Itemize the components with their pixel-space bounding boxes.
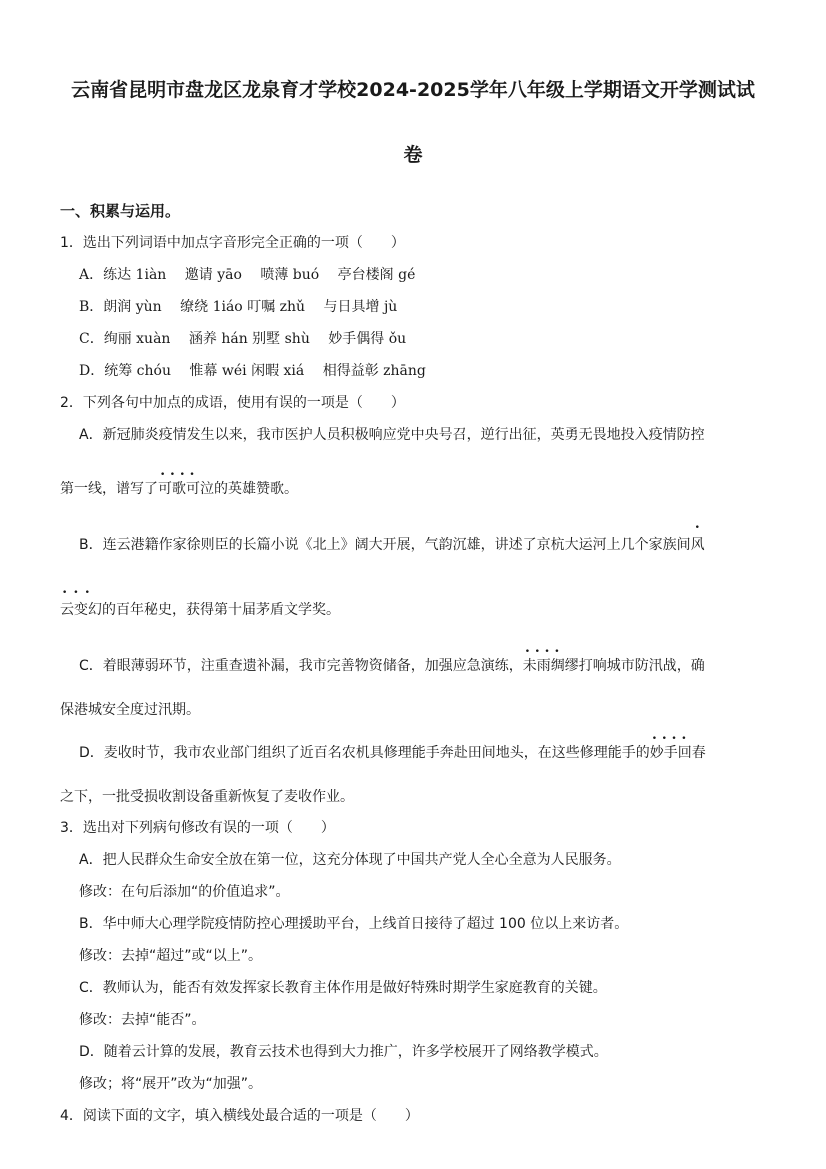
question-3-option-a-fix: 修改：在句后添加“的价值追求”。 <box>79 884 290 900</box>
question-3-option-a: A．把人民群众生命安全放在第一位，这充分体现了中国共产党人全心全意为人民服务。 <box>79 852 621 868</box>
question-2-option-d-text: D．麦收时节，我市农业部门组织了近百名农机具修理能手奔赴田间地头，在这些修理能手的 <box>79 745 650 761</box>
question-2-option-b-line1 <box>79 523 705 555</box>
question-1-option-c: C．绚丽 xuàn 涵养 hán 别墅 shù 妙手偶得 ǒu <box>79 331 407 347</box>
question-2-option-b-tail: 的百年秘史，获得第十届茅盾文学奖。 <box>102 602 340 618</box>
emphasis-dot: • <box>694 523 700 533</box>
question-1-stem: 1．选出下列词语中加点字音形完全正确的一项（ ） <box>60 235 405 251</box>
question-2-option-a-text: 第一线，谱写了 <box>60 481 158 497</box>
question-2-option-b-text: B．连云港籍作家徐则臣的长篇小说《北上》阔大开展，气韵沉雄，讲述了京杭大运河上几个家族间 <box>79 537 691 553</box>
question-3-option-d-fix: 修改；将“展开”改为“加强”。 <box>79 1076 263 1092</box>
question-2-option-d-line2: 之下，一批受损收割设备重新恢复了麦收作业。 <box>60 789 354 805</box>
question-1-option-a: A．练达 1iàn 邀请 yāo 喷薄 buó 亭台楼阁 gé <box>79 267 416 283</box>
dotted-idiom-b-part2: ••• 云变幻 <box>60 588 102 618</box>
question-2-option-b-line2 <box>60 588 340 620</box>
emphasis-dots: ••• <box>62 588 96 598</box>
question-3-option-d: D．随着云计算的发展，教育云技术也得到大力推广，许多学校展开了网络教学模式。 <box>79 1044 608 1060</box>
question-3-option-b-fix: 修改：去掉“超过”或“以上”。 <box>79 948 263 964</box>
dotted-idiom-b-part1: • 风 <box>690 523 705 553</box>
question-2-option-a-tail: 的英雄赞歌。 <box>214 481 298 497</box>
question-2-option-c-tail: 打响城市防汛战，确 <box>578 658 705 674</box>
question-2-option-c-line2: 保港城安全度过汛期。 <box>60 702 200 718</box>
document-title-line1: 云南省昆明市盘龙区龙泉育才学校2024-2025学年八年级上学期语文开学测试试 <box>71 79 755 101</box>
question-2-stem: 2．下列各句中加点的成语，使用有误的一项是（ ） <box>60 395 405 411</box>
question-3-stem: 3．选出对下列病句修改有误的一项（ ） <box>60 820 335 836</box>
document-title-line2: 卷 <box>403 144 423 166</box>
question-1-option-b: B．朗润 yùn 缭绕 1iáo 叮嘱 zhǔ 与日具增 jù <box>79 299 398 315</box>
question-2-option-a-line1: A．新冠肺炎疫情发生以来，我市医护人员积极响应党中央号召，逆行出征，英勇无畏地投入疫情防控 <box>79 427 705 443</box>
question-4-stem: 4．阅读下面的文字，填入横线处最合适的一项是（ ） <box>60 1108 419 1124</box>
question-2-option-c-text: C．着眼薄弱环节，注重查遗补漏，我市完善物资储备，加强应急演练， <box>79 658 523 674</box>
question-2-option-d-line1 <box>79 743 706 763</box>
question-2-option-c-line1 <box>79 656 705 676</box>
question-1-option-d: D．统筹 chóu 惟幕 wéi 闲暇 xiá 相得益彰 zhāng <box>79 363 426 379</box>
question-3-option-b: B．华中师大心理学院疫情防控心理援助平台，上线首日接待了超过 100 位以上来访者。 <box>79 916 629 932</box>
dotted-idiom-a: • • • • 可歌可泣 <box>158 481 214 497</box>
question-3-option-c-fix: 修改：去掉“能否”。 <box>79 1012 206 1028</box>
section-heading: 一、积累与运用。 <box>60 202 181 220</box>
dotted-idiom-c: • • • • 未雨绸缪 <box>523 658 579 674</box>
question-3-option-c: C．教师认为，能否有效发挥家长教育主体作用是做好特殊时期学生家庭教育的关键。 <box>79 980 607 996</box>
question-2-option-a-line2 <box>60 479 298 499</box>
dotted-idiom-d: • • • • 妙手回春 <box>650 745 706 761</box>
